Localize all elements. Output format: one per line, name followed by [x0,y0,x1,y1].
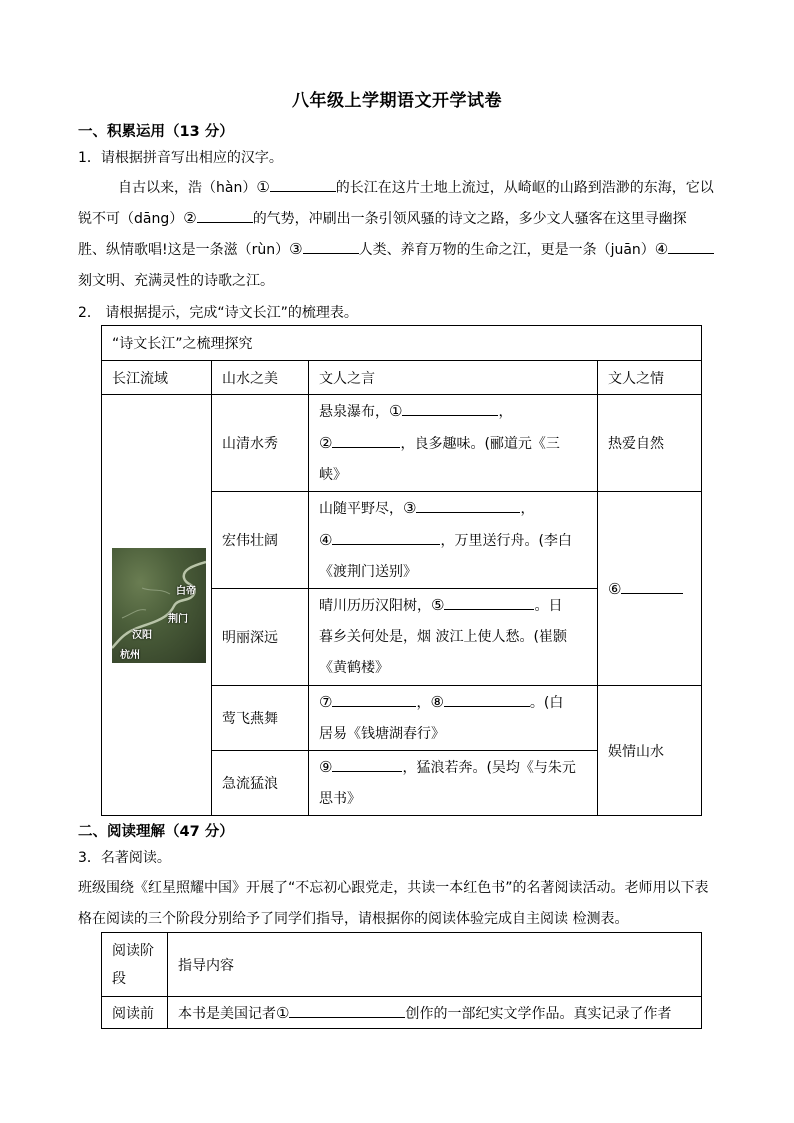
quote-line: 暮乡关何处是，烟 波江上使人愁。(崔颢 [319,629,567,645]
table-header: 文人之情 [598,361,702,395]
page-title: 八年级上学期语文开学试卷 [292,91,502,111]
header-line: 段 [112,970,126,987]
blank-number: ① [256,178,270,196]
question-1-line-4: 刻文明、充满灵性的诗歌之江。 [78,273,274,289]
text-segment: 本书是美国记者 [178,1005,276,1022]
beauty-cell: 宏伟壮阔 [212,492,309,589]
answer-blank-3[interactable] [303,239,359,254]
text-segment: ， [498,403,513,420]
question-3-paragraph-1: 班级围绕《红星照耀中国》开展了“不忘初心跟党走，共读一本红色书”的名著阅读活动。老师用以下表 [78,880,709,896]
question-1-prompt: 1．请根据拼音写出相应的汉字。 [78,150,283,166]
quote-line [319,590,587,622]
stage-header [102,933,168,997]
section-heading-1: 一、积累运用（13 分） [78,124,234,140]
answer-blank[interactable] [289,1003,405,1018]
text-segment: 。(白 [529,694,564,711]
feeling-cell: 热爱自然 [598,395,702,492]
quote-line [319,428,587,460]
text-segment: 锐不可（dāng） [78,211,184,227]
answer-blank-2[interactable] [197,208,253,223]
quote-line [319,493,587,525]
beauty-cell: 山清水秀 [212,395,309,492]
stage-cell: 阅读前 [102,997,168,1029]
text-segment: ， [520,500,535,517]
quote-line: 居易《钱塘湖春行》 [319,725,445,742]
text-segment: 胜、纵情歌唱!这是一条滋（rùn） [78,242,290,258]
quote-line [319,752,587,784]
answer-blank-4[interactable] [668,239,714,254]
question-1-line-1 [118,177,714,197]
feeling-cell [598,492,702,686]
table-header: 山水之美 [212,361,309,395]
guidance-header: 指导内容 [168,933,702,997]
answer-blank[interactable] [332,530,440,545]
quote-cell [309,686,598,751]
text-segment: 自古以来，浩（hàn） [118,180,257,196]
feeling-cell: 娱情山水 [598,686,702,816]
quote-cell [309,492,598,589]
text-segment: 。日 [534,598,563,614]
quote-line: 《黄鹤楼》 [319,660,389,676]
guidance-cell [168,997,702,1029]
question-3-prompt: 3．名著阅读。 [78,850,171,866]
table-caption: “诗文长江”之梳理探究 [102,326,702,361]
answer-blank[interactable] [332,757,402,772]
text-segment: ， [416,694,431,711]
text-segment: 的气势，冲刷出一条引领风骚的诗文之路，多少文人骚客在这里寻幽探 [252,211,687,227]
blank-number: ① [276,1003,290,1022]
text-segment: 晴川历历汉阳树， [319,598,431,614]
feeling-blank [608,582,683,598]
answer-blank[interactable] [332,692,416,707]
beauty-cell: 明丽深远 [212,589,309,686]
blank-number: ⑨ [319,757,333,776]
map-cell [102,395,212,816]
quote-line [319,687,587,719]
quote-cell [309,589,598,686]
text-segment: ，万里送行舟。(李白 [440,532,572,549]
blank-number: ① [389,401,403,420]
answer-blank[interactable] [402,401,498,416]
text-segment: 悬泉瀑布， [319,403,389,420]
text-segment: ，猛浪若奔。(吴均《与朱元 [402,759,576,776]
quote-line [319,525,587,557]
question-1-line-3 [78,239,714,259]
beauty-cell: 急流猛浪 [212,751,309,816]
quote-line: 思书》 [319,790,361,807]
blank-number: ⑤ [431,596,445,614]
answer-blank[interactable] [332,433,400,448]
map-label: 荆门 [168,613,188,625]
table-header: 长江流域 [102,361,212,395]
reading-table [101,932,702,1029]
poetry-table [101,325,702,816]
answer-blank[interactable] [416,498,520,513]
question-1-line-2 [78,208,687,228]
beauty-cell: 莺飞燕舞 [212,686,309,751]
header-line: 阅读阶 [112,942,154,959]
blank-number: ② [183,209,197,227]
answer-blank-1[interactable] [270,177,336,192]
yangtze-map-image [112,548,206,663]
quote-cell [309,751,598,816]
blank-number: ③ [403,498,417,517]
blank-number: ⑧ [430,692,444,711]
text-segment: 创作的一部纪实文学作品。真实记录了作者 [405,1005,672,1022]
blank-number: ④ [319,530,333,549]
blank-number: ② [319,433,333,452]
text-segment: ，良多趣味。(郦道元《三 [400,435,560,452]
blank-number: ⑥ [608,580,622,598]
table-header: 文人之言 [309,361,598,395]
map-label: 白帝 [176,585,196,597]
answer-blank-6[interactable] [621,579,683,594]
blank-number: ④ [654,240,669,258]
answer-blank[interactable] [444,595,534,610]
quote-line: 峡》 [319,466,347,483]
text-segment: 人类、养育万物的生命之江，更是一条（juān） [358,242,655,258]
quote-line [319,396,587,428]
blank-number: ⑦ [319,692,333,711]
map-label: 汉阳 [132,629,152,641]
blank-number: ③ [289,240,303,258]
section-heading-2: 二、阅读理解（47 分） [78,824,234,840]
quote-line: 《渡荆门送别》 [319,563,417,580]
text-segment: 山随平野尽， [319,500,403,517]
map-label: 杭州 [120,649,140,661]
question-2-prompt: 2． 请根据提示，完成“诗文长江”的梳理表。 [78,305,358,321]
answer-blank[interactable] [444,692,530,707]
question-3-paragraph-2: 格在阅读的三个阶段分别给予了同学们指导，请根据你的阅读体验完成自主阅读 检测表。 [78,911,629,927]
text-segment: 的长江在这片土地上流过，从崎岖的山路到浩渺的东海，它以 [335,180,714,196]
quote-cell [309,395,598,492]
